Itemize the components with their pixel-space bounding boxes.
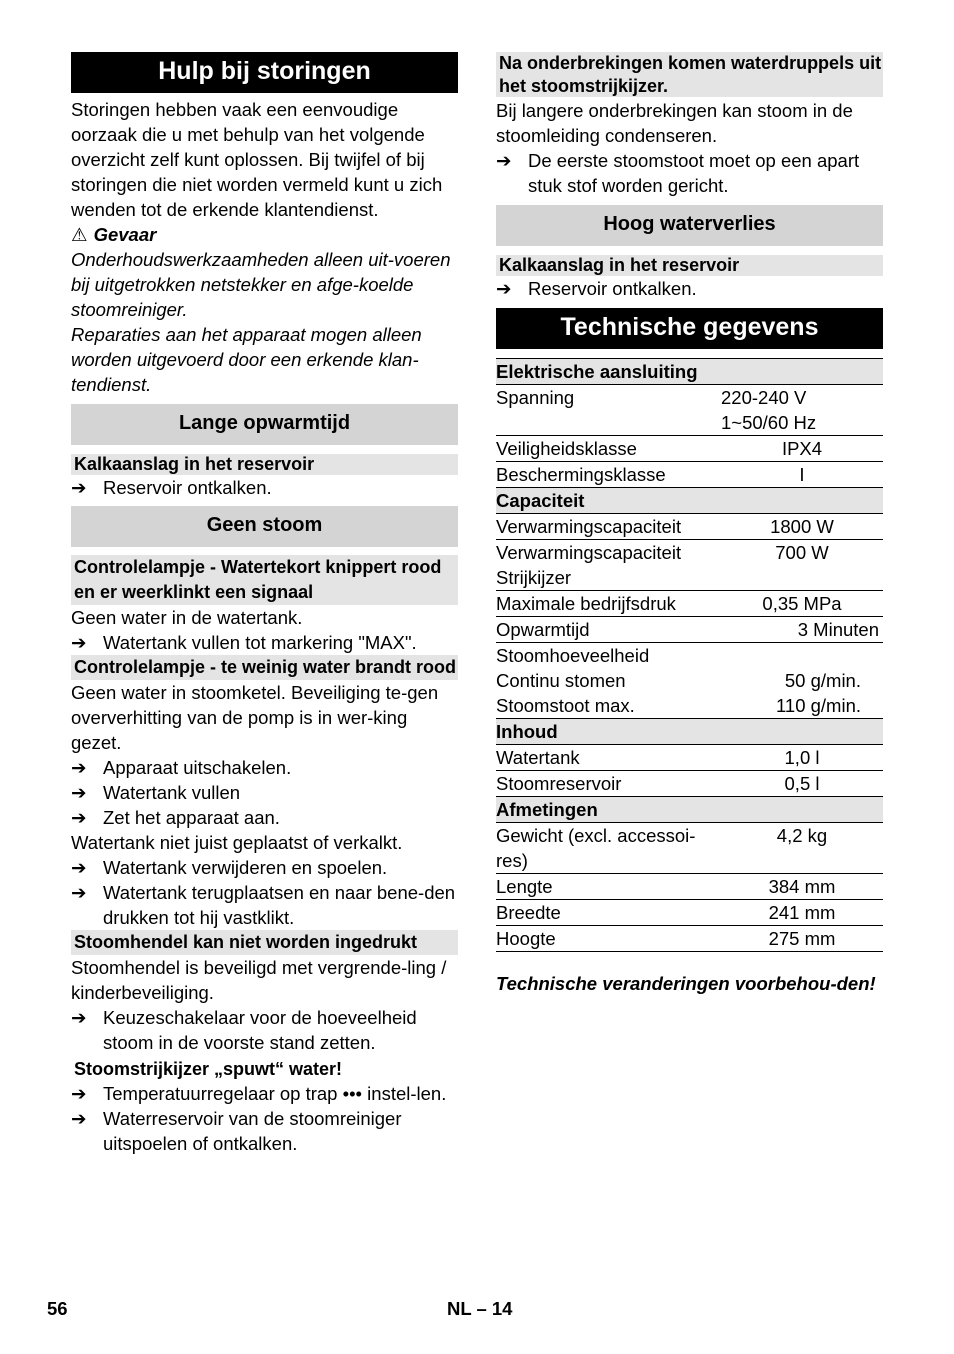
table-row: Veiligheidsklasse IPX4 <box>496 436 883 462</box>
cause-text: Stoomhendel is beveiligd met vergrende-ling / kinderbeveiliging. <box>71 957 447 1003</box>
table-row: Gewicht (excl. accessoi-res) 4,2 kg <box>496 823 883 874</box>
subheading-iron-spits: Stoomstrijkijzer „spuwt“ water! <box>74 1059 343 1079</box>
technical-changes-note: Technische veranderingen voorbehou-den! <box>496 973 876 994</box>
table-category-row: Inhoud <box>496 719 883 745</box>
step-item: ➔ Watertank verwijderen en spoelen. <box>71 857 388 878</box>
section-title-technical-data: Technische gegevens <box>496 308 883 349</box>
table-category-row: Afmetingen <box>496 797 883 823</box>
heading-no-steam: Geen stoom <box>71 506 458 547</box>
subheading-scale: Kalkaanslag in het reservoir <box>496 255 883 276</box>
table-category-row: Capaciteit <box>496 488 883 514</box>
left-column <box>71 52 458 1156</box>
cause-text: Watertank niet juist geplaatst of verkalkt. <box>71 832 403 853</box>
table-row: Watertank 1,0 l <box>496 745 883 771</box>
table-row: Hoogte 275 mm <box>496 926 883 952</box>
danger-text-2: Reparaties aan het apparaat mogen alleen worden uitgevoerd door een erkende klan-tendienst. <box>71 324 422 395</box>
arrow-icon: ➔ <box>71 807 87 828</box>
heading-long-warmup: Lange opwarmtijd <box>71 404 458 445</box>
table-row: Continu stomen 50 g/min. <box>496 670 861 691</box>
arrow-icon: ➔ <box>71 857 87 878</box>
table-row: Stoomstoot max. 110 g/min. <box>496 695 861 716</box>
table-category-row: Elektrische aansluiting <box>496 359 883 385</box>
step-item: ➔ Watertank terugplaatsen en naar bene-den drukken tot hij vastklikt. <box>71 882 456 928</box>
arrow-icon: ➔ <box>71 782 87 803</box>
table-row: Stoomhoeveelheid <box>496 643 883 669</box>
table-row: Verwarmingscapaciteit 1800 W <box>496 514 883 540</box>
step-item: ➔ Temperatuurregelaar op trap ••• instel-len. <box>71 1083 447 1104</box>
cause-text: Geen water in stoomketel. Beveiliging te-gen oververhitting van de pomp is in wer-king gezet. <box>71 682 439 753</box>
table-row: Maximale bedrijfsdruk 0,35 MPa <box>496 591 883 617</box>
table-cell-value: 220-240 V 1~50/60 Hz <box>721 385 883 436</box>
step-item: ➔ De eerste stoomstoot moet op een apart stuk stof worden gericht. <box>496 150 860 196</box>
danger-label: Gevaar <box>93 224 157 245</box>
cause-text: Geen water in de watertank. <box>71 607 303 628</box>
intro-text: Storingen hebben vaak een eenvoudige oorzaak die u met behulp van het volgende overzicht zelf kunt oplossen. Bij twijfel of bij storingen die niet worden vermeld kunt u zich wenden tot de erkende klantendienst. <box>71 99 443 220</box>
arrow-icon: ➔ <box>71 477 87 498</box>
arrow-icon: ➔ <box>496 278 512 299</box>
step-item: ➔ Watertank vullen tot markering "MAX". <box>71 632 417 653</box>
arrow-icon: ➔ <box>71 882 87 903</box>
step-item: ➔ Watertank vullen <box>71 782 241 803</box>
step-item: ➔ Reservoir ontkalken. <box>496 278 697 299</box>
step-item: ➔ Zet het apparaat aan. <box>71 807 280 828</box>
subheading-steam-lever: Stoomhendel kan niet worden ingedrukt <box>71 930 458 955</box>
table-row: Opwarmtijd 3 Minuten <box>496 617 883 643</box>
table-row: Lengte 384 mm <box>496 874 883 900</box>
table-row: Spanning 220-240 V 1~50/60 Hz <box>496 385 883 436</box>
arrow-icon: ➔ <box>71 1007 87 1028</box>
warning-icon: ⚠ <box>71 224 88 245</box>
table-row: Verwarmingscapaciteit Strijkijzer 700 W <box>496 540 883 591</box>
page-label: NL – 14 <box>447 1298 513 1319</box>
step-item: ➔ Reservoir ontkalken. <box>71 477 272 498</box>
heading-water-loss: Hoog waterverlies <box>496 205 883 246</box>
page-number: 56 <box>47 1298 68 1319</box>
step-item: ➔ Waterreservoir van de stoomreiniger uitspoelen of ontkalken. <box>71 1108 402 1154</box>
arrow-icon: ➔ <box>71 632 87 653</box>
step-item: ➔ Keuzeschakelaar voor de hoeveelheid stoom in de voorste stand zetten. <box>71 1007 417 1053</box>
step-item: ➔ Apparaat uitschakelen. <box>71 757 292 778</box>
technical-data-table <box>496 358 883 952</box>
arrow-icon: ➔ <box>71 1108 87 1129</box>
cause-text: Bij langere onderbrekingen kan stoom in de stoomleiding condenseren. <box>496 100 853 146</box>
right-column <box>496 52 883 996</box>
danger-text-1: Onderhoudswerkzaamheden alleen uit-voeren bij uitgetrokken netstekker en afge-koelde stoomreiniger. <box>71 249 451 320</box>
arrow-icon: ➔ <box>71 1083 87 1104</box>
arrow-icon: ➔ <box>496 150 512 171</box>
arrow-icon: ➔ <box>71 757 87 778</box>
table-row: Stoomreservoir 0,5 l <box>496 771 883 797</box>
subheading-water-drops: Na onderbrekingen komen waterdruppels uit het stoomstrijkijzer. <box>496 52 883 97</box>
subheading-low-water-lamp: Controlelampje - te weinig water brandt rood <box>71 655 458 680</box>
subheading-water-shortage-lamp: Controlelampje - Watertekort knippert rood en er weerklinkt een signaal <box>71 555 458 605</box>
section-title-troubleshooting: Hulp bij storingen <box>71 52 458 93</box>
danger-heading <box>71 222 458 247</box>
table-row: Beschermingsklasse I <box>496 462 883 488</box>
table-row: Breedte 241 mm <box>496 900 883 926</box>
subheading-scale: Kalkaanslag in het reservoir <box>71 454 458 475</box>
